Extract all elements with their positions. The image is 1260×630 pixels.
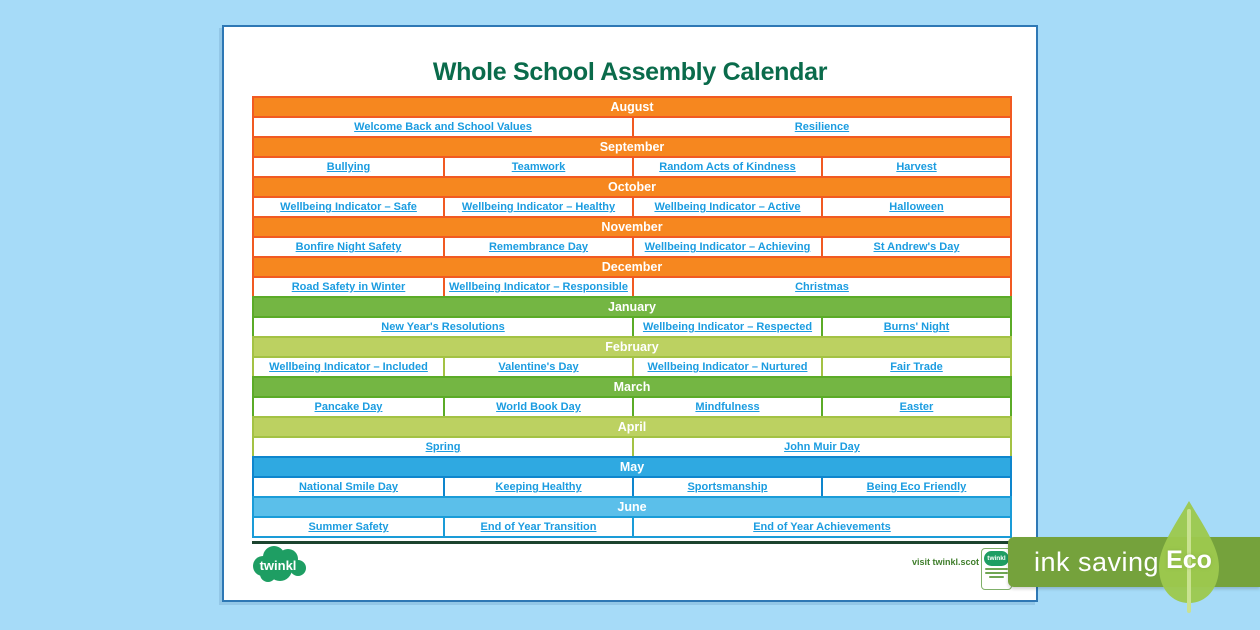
month-section-june <box>252 496 1012 538</box>
event-link[interactable]: Keeping Healthy <box>443 476 632 496</box>
ink-saving-label: ink saving <box>1034 547 1160 577</box>
month-section-september <box>252 136 1012 178</box>
month-header-august: August <box>254 98 1010 116</box>
event-link[interactable]: Wellbeing Indicator – Nurtured <box>632 356 821 376</box>
page-title: Whole School Assembly Calendar <box>432 58 828 86</box>
month-header-november: November <box>254 218 1010 236</box>
event-link[interactable]: Wellbeing Indicator – Responsible <box>443 276 632 296</box>
event-link[interactable]: End of Year Achievements <box>632 516 1010 536</box>
event-link[interactable]: Road Safety in Winter <box>254 276 443 296</box>
month-section-december <box>252 256 1012 298</box>
month-events-row <box>254 396 1010 416</box>
month-section-february <box>252 336 1012 378</box>
event-link[interactable]: Pancake Day <box>254 396 443 416</box>
month-header-april: April <box>254 418 1010 436</box>
event-link[interactable]: Fair Trade <box>821 356 1010 376</box>
month-section-march <box>252 376 1012 418</box>
event-link[interactable]: End of Year Transition <box>443 516 632 536</box>
event-link[interactable]: Bullying <box>254 156 443 176</box>
event-link[interactable]: Wellbeing Indicator – Included <box>254 356 443 376</box>
month-header-february: February <box>254 338 1010 356</box>
event-link[interactable]: Wellbeing Indicator – Active <box>632 196 821 216</box>
badge-caption-line <box>985 572 1008 574</box>
event-link[interactable]: Spring <box>254 436 632 456</box>
month-section-april <box>252 416 1012 458</box>
event-link[interactable]: Wellbeing Indicator – Healthy <box>443 196 632 216</box>
event-link[interactable]: Christmas <box>632 276 1010 296</box>
footer-divider <box>252 541 1012 544</box>
visit-link[interactable]: visit twinkl.scot <box>911 557 979 567</box>
month-events-row <box>254 196 1010 216</box>
event-link[interactable]: Harvest <box>821 156 1010 176</box>
event-link[interactable]: John Muir Day <box>632 436 1010 456</box>
event-link[interactable]: Being Eco Friendly <box>821 476 1010 496</box>
month-header-march: March <box>254 378 1010 396</box>
badge-caption-line <box>989 576 1004 578</box>
month-header-september: September <box>254 138 1010 156</box>
month-section-august <box>252 96 1012 138</box>
event-link[interactable]: Resilience <box>632 116 1010 136</box>
month-section-november <box>252 216 1012 258</box>
month-section-may <box>252 456 1012 498</box>
calendar-table <box>252 96 1012 538</box>
event-link[interactable]: Welcome Back and School Values <box>254 116 632 136</box>
month-events-row <box>254 276 1010 296</box>
month-events-row <box>254 476 1010 496</box>
month-header-june: June <box>254 498 1010 516</box>
month-header-january: January <box>254 298 1010 316</box>
month-events-row <box>254 356 1010 376</box>
event-link[interactable]: Random Acts of Kindness <box>632 156 821 176</box>
badge-caption-line <box>985 568 1008 570</box>
eco-label: Eco <box>1166 546 1212 574</box>
month-events-row <box>254 116 1010 136</box>
event-link[interactable]: Wellbeing Indicator – Safe <box>254 196 443 216</box>
event-link[interactable]: Sportsmanship <box>632 476 821 496</box>
event-link[interactable]: National Smile Day <box>254 476 443 496</box>
month-events-row <box>254 316 1010 336</box>
month-events-row <box>254 156 1010 176</box>
event-link[interactable]: Valentine's Day <box>443 356 632 376</box>
month-events-row <box>254 516 1010 536</box>
resource-card <box>222 25 1038 602</box>
event-link[interactable]: New Year's Resolutions <box>254 316 632 336</box>
twinkl-logo-text: twinkl <box>259 558 297 573</box>
month-header-october: October <box>254 178 1010 196</box>
month-section-january <box>252 296 1012 338</box>
event-link[interactable]: Wellbeing Indicator – Respected <box>632 316 821 336</box>
event-link[interactable]: Wellbeing Indicator – Achieving <box>632 236 821 256</box>
event-link[interactable]: Burns' Night <box>821 316 1010 336</box>
badge-twinkl-cloud-icon: twinkl <box>984 551 1009 566</box>
event-link[interactable]: Mindfulness <box>632 396 821 416</box>
event-link[interactable]: Bonfire Night Safety <box>254 236 443 256</box>
month-header-may: May <box>254 458 1010 476</box>
event-link[interactable]: Summer Safety <box>254 516 443 536</box>
event-link[interactable]: Remembrance Day <box>443 236 632 256</box>
event-link[interactable]: World Book Day <box>443 396 632 416</box>
event-link[interactable]: Teamwork <box>443 156 632 176</box>
month-events-row <box>254 436 1010 456</box>
event-link[interactable]: Easter <box>821 396 1010 416</box>
month-header-december: December <box>254 258 1010 276</box>
month-section-october <box>252 176 1012 218</box>
event-link[interactable]: St Andrew's Day <box>821 236 1010 256</box>
event-link[interactable]: Halloween <box>821 196 1010 216</box>
twinkl-logo <box>250 544 308 584</box>
month-events-row <box>254 236 1010 256</box>
